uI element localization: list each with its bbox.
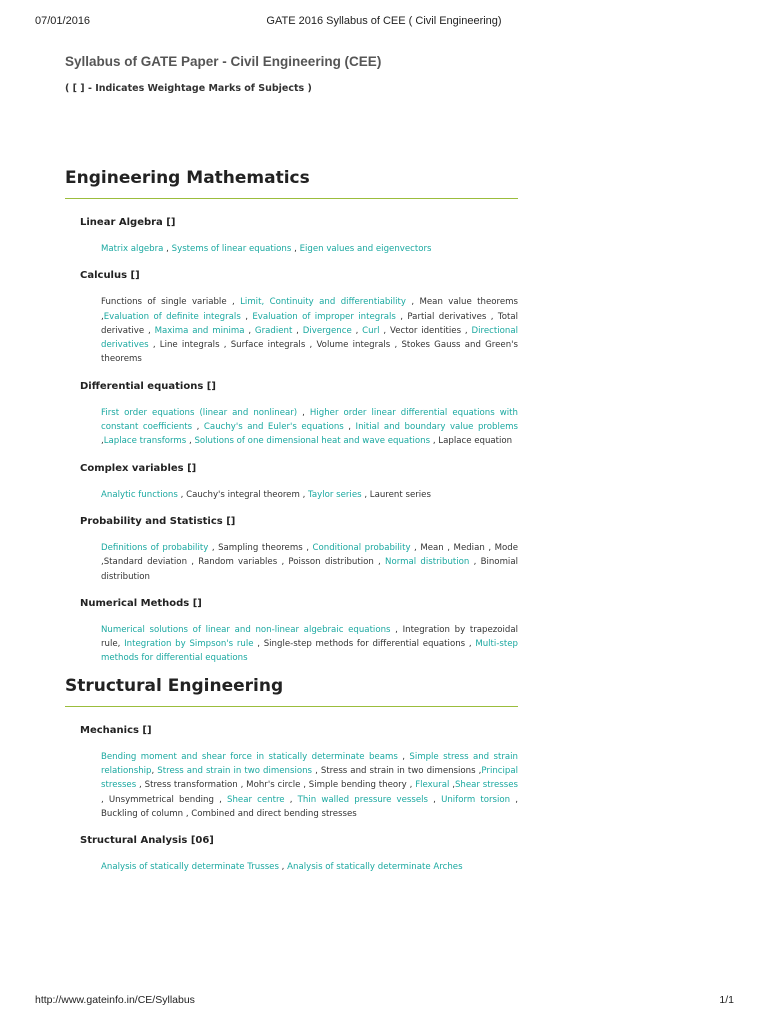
topic-link[interactable]: Taylor series (308, 489, 362, 500)
topic-link[interactable]: Eigen values and eigenvectors (299, 244, 432, 254)
topic-link[interactable]: Shear stresses (454, 780, 519, 791)
topic-link[interactable]: Divergence (302, 325, 352, 336)
topic-text: , (244, 325, 255, 336)
topic-text: , (449, 780, 455, 791)
topic-text: , (397, 751, 410, 762)
print-url: http://www.gateinfo.in/CE/Syllabus (35, 994, 195, 1006)
subject (80, 597, 518, 666)
section-divider (65, 198, 518, 199)
topic-link[interactable]: Matrix algebra (101, 244, 164, 254)
subject-title: Numerical Methods [] (80, 597, 202, 609)
section-divider (65, 706, 518, 707)
subject-title: Linear Algebra [] (80, 217, 176, 228)
topic-text: , Partial derivatives , Total derivative , (101, 311, 518, 336)
subject-topics (101, 541, 518, 584)
print-footer (0, 994, 768, 1010)
section (65, 674, 518, 875)
topic-text: , Stress transformation , Mohr's circle , Simple bending theory , (136, 780, 416, 791)
topic-link[interactable]: Analytic functions (101, 489, 178, 500)
topic-link[interactable]: Laplace transforms (103, 436, 187, 447)
topic-link[interactable]: Higher order linear differential equations with constant coefficients (101, 407, 518, 433)
subject (80, 515, 518, 584)
subject-topics (101, 242, 518, 256)
topic-link[interactable]: Cauchy's and Euler's equations (203, 422, 344, 433)
topic-text: , Sampling theorems , (208, 542, 313, 553)
topic-text: , (101, 436, 104, 447)
subject-title: Differential equations [] (80, 380, 216, 392)
topic-text: , Mean , Median , Mode ,Standard deviation , Random variables , Poisson distribution , (101, 542, 518, 568)
topic-text: , Mean value theorems , (101, 297, 518, 322)
subject-title: Mechanics [] (80, 724, 152, 736)
topic-link[interactable]: Integration by Simpson's rule (124, 639, 254, 650)
subject (80, 380, 518, 449)
subject-title: Probability and Statistics [] (80, 515, 236, 527)
topic-link[interactable]: Solutions of one dimensional heat and wave equations (194, 436, 431, 447)
topic-text: , Laurent series (361, 489, 431, 500)
topic-link[interactable]: Stress and strain in two dimensions (157, 766, 313, 777)
topic-link[interactable]: Bending moment and shear force in statically determinate beams (101, 751, 398, 762)
page-number: 1/1 (719, 994, 734, 1006)
print-page-title: GATE 2016 Syllabus of CEE ( Civil Engineering) (266, 15, 502, 27)
topic-link[interactable]: Initial and boundary value problems (355, 422, 518, 433)
sections-container (65, 166, 518, 875)
topic-link[interactable]: Analysis of statically determinate Trusses (101, 862, 279, 873)
topic-link[interactable]: Directional derivatives (101, 325, 518, 351)
topic-link[interactable]: Multi-step methods for differential equations (101, 639, 519, 664)
topic-link[interactable]: Definitions of probability (101, 542, 209, 553)
section (65, 166, 518, 666)
topic-text: , (192, 422, 204, 433)
topic-text: , Vector identities , (379, 325, 472, 336)
topic-link[interactable]: Numerical solutions of linear and non-linear algebraic equations (101, 624, 391, 635)
topic-text: , Integration by trapezoidal rule, (101, 624, 518, 650)
topic-text: , (278, 862, 288, 873)
section-title: Engineering Mathematics (65, 168, 310, 188)
topic-text: , Unsymmetrical bending , (101, 794, 227, 805)
topic-link[interactable]: Systems of linear equations (171, 244, 292, 254)
topic-link[interactable]: Flexural (415, 780, 450, 791)
topic-text: , (291, 244, 300, 254)
topic-link[interactable]: Evaluation of definite integrals (103, 311, 241, 322)
topic-link[interactable]: Shear centre (227, 794, 285, 805)
topic-text: , (151, 766, 158, 777)
topic-text: , Laplace equation (430, 436, 513, 447)
topic-link[interactable]: Uniform torsion (441, 794, 511, 805)
topic-text: , Binomial distribution (101, 557, 518, 582)
subject-topics (101, 623, 518, 666)
subject (80, 462, 518, 502)
topic-text: , (284, 794, 298, 805)
topic-link[interactable]: Evaluation of improper integrals (252, 311, 396, 322)
topic-link[interactable]: Limit, Continuity and differentiability (240, 297, 406, 308)
subject-title: Calculus [] (80, 270, 140, 282)
section-title: Structural Engineering (65, 675, 284, 696)
topic-text: , (351, 325, 363, 336)
topic-link[interactable]: Gradient (254, 325, 293, 336)
subject-topics (101, 750, 518, 821)
topic-text: , (297, 407, 310, 418)
syllabus-title-bold: Syllabus of GATE Paper (65, 54, 219, 69)
subject (80, 269, 518, 366)
topic-text: , Cauchy's integral theorem , (177, 489, 309, 500)
topic-link[interactable]: Analysis of statically determinate Arches (287, 862, 463, 873)
weightage-note: ( [ ] - Indicates Weightage Marks of Subjects ) (65, 83, 312, 94)
topic-link[interactable]: Conditional probability (312, 542, 411, 553)
subject-topics (101, 406, 518, 449)
subject-title: Structural Analysis [06] (80, 835, 214, 847)
syllabus-title (65, 52, 518, 72)
print-header (0, 15, 768, 31)
topic-text: , Line integrals , Surface integrals , Volume integrals , Stokes Gauss and Green's theorems (101, 340, 518, 365)
topic-text: , (240, 311, 253, 322)
topic-text: , (186, 436, 195, 447)
subject-topics (101, 860, 518, 874)
subject-topics (101, 488, 518, 502)
topic-text: , Single-step methods for differential equations , (253, 639, 476, 650)
topic-link[interactable]: Normal distribution (385, 557, 470, 568)
subject (80, 724, 518, 821)
topic-text: Functions of single variable , (101, 297, 241, 308)
topic-link[interactable]: First order equations (linear and nonlinear) (101, 407, 298, 418)
syllabus-content (65, 52, 518, 875)
syllabus-title-rest: - Civil Engineering (CEE) (218, 54, 382, 69)
subject (80, 834, 518, 874)
topic-link[interactable]: Simple stress and strain relationship (101, 751, 518, 777)
subject-topics (101, 295, 518, 366)
topic-link[interactable]: Maxima and minima (154, 325, 245, 336)
topic-text: , Stress and strain in two dimensions , (312, 766, 482, 777)
topic-text: , (163, 244, 172, 254)
topic-text: , (428, 794, 442, 805)
print-date: 07/01/2016 (35, 15, 91, 27)
topic-link[interactable]: Principal stresses (101, 766, 518, 791)
subject (80, 216, 518, 256)
topic-text: , Buckling of column , Combined and direct bending stresses (101, 794, 518, 819)
subject-title: Complex variables [] (80, 462, 197, 474)
topic-text: , (343, 422, 356, 433)
topic-link[interactable]: Curl (362, 325, 380, 336)
topic-text: , (292, 325, 303, 336)
topic-link[interactable]: Thin walled pressure vessels (297, 794, 429, 805)
